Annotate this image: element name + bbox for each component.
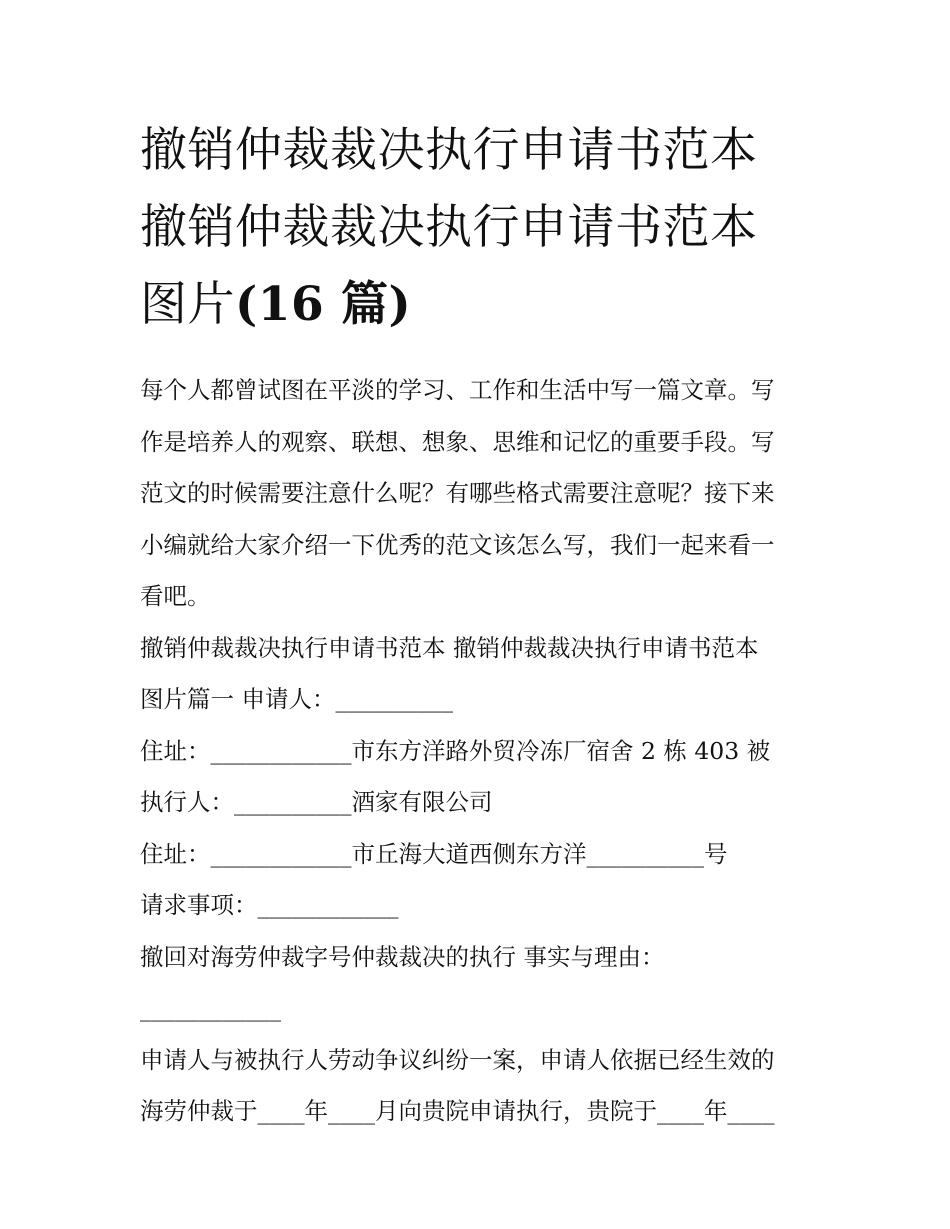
title-line-1: 撤销仲裁裁决执行申请书范本 [140,123,758,178]
reason-blank-line: ____________ [140,994,281,1022]
respondent-address-line: 住址：____________市丘海大道西侧东方洋__________号 [140,839,728,868]
section-heading-paragraph [140,623,812,726]
respondent-line: 执行人：__________酒家有限公司 [140,788,493,816]
withdraw-line: 撤回对海劳仲裁字号仲裁裁决的执行 事实与理由： [140,942,665,971]
document-title [140,112,812,343]
document-body [140,365,812,1138]
applicant-line: 图片篇一 申请人：__________ [140,685,453,713]
applicant-address-line: 住址：____________市东方洋路外贸冷冻厂宿舍 2 栋 403 被 [140,736,771,765]
request-line: 请求事项：____________ [140,891,399,919]
title-line-2: 撤销仲裁裁决执行申请书范本 [140,200,758,255]
intro-line: 作是培养人的观察、联想、想象、思维和记忆的重要手段。写 [140,427,775,456]
intro-line: 范文的时候需要注意什么呢？有哪些格式需要注意呢？接下来 [140,479,775,507]
request-paragraph [140,880,812,932]
title-count: (16 篇) [235,277,412,332]
withdraw-paragraph [140,932,812,1035]
section-line: 撤销仲裁裁决执行申请书范本 撤销仲裁裁决执行申请书范本 [140,633,759,662]
title-line-3 [140,266,812,343]
address-paragraph [140,726,812,829]
intro-line: 小编就给大家介绍一下优秀的范文该怎么写，我们一起来看一 [140,530,775,559]
title-line-3-text: 图片 [140,277,235,332]
respondent-address-paragraph [140,829,812,881]
facts-paragraph [140,1035,812,1138]
intro-line: 看吧。 [140,582,211,610]
facts-line: 海劳仲裁于____年____月向贵院申请执行，贵院于____年____ [140,1097,775,1125]
intro-paragraph [140,365,812,623]
document-page [140,112,812,1138]
facts-line: 申请人与被执行人劳动争议纠纷一案，申请人依据已经生效的 [140,1045,775,1074]
intro-line: 每个人都曾试图在平淡的学习、工作和生活中写一篇文章。写 [140,376,775,404]
